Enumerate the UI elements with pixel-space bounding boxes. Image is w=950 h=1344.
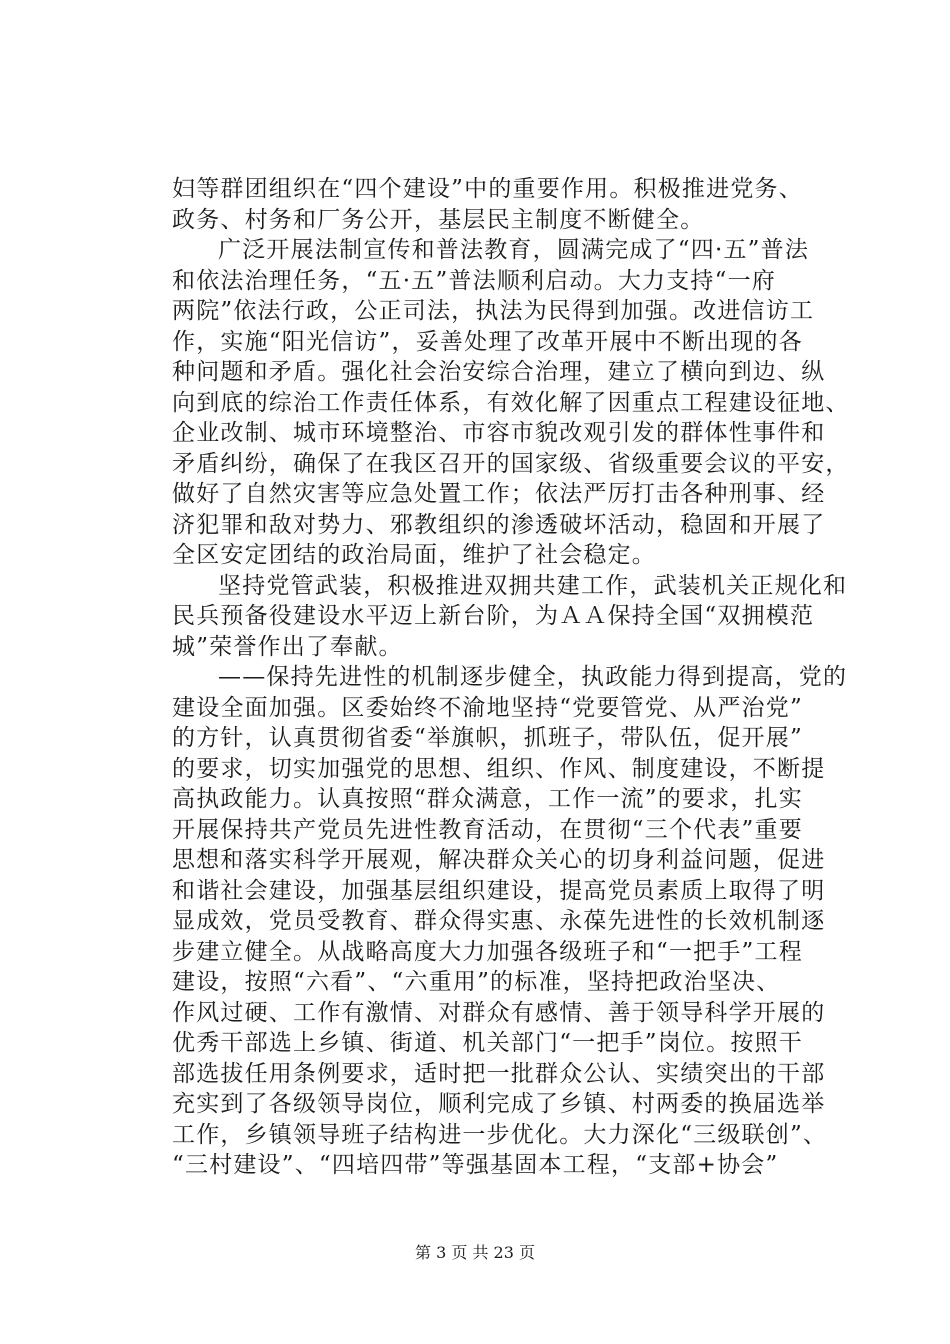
text-line: 全区安定团结的政治局面，维护了社会稳定。	[172, 542, 656, 568]
text-line: 民兵预备役建设水平迈上新台阶，为ＡＡ保持全国“双拥模范	[172, 603, 815, 629]
text-line: 向到底的综治工作责任体系，有效化解了因重点工程建设征地、	[172, 389, 850, 416]
paragraph-start: 坚持党管武装，积极推进双拥共建工作，武装机关正规化和	[218, 572, 848, 599]
text-line: 的方针，认真贯彻省委“举旗帜，抓班子，带队伍，促开展”	[172, 725, 803, 751]
body-text	[172, 174, 862, 1181]
text-line: 济犯罪和敌对势力、邪教组织的渗透破坏活动，稳固和开展了	[172, 511, 826, 538]
text-line: 优秀干部选上乡镇、街道、机关部门“一把手”岗位。按照干	[172, 1030, 803, 1056]
text-line: 和谐社会建设，加强基层组织建设，提高党员素质上取得了明	[172, 877, 826, 904]
text-line: 种问题和矛盾。强化社会治安综合治理，建立了横向到边、纵	[172, 359, 826, 385]
text-line: 和依法治理任务，“五·五”普法顺利启动。大力支持“一府	[172, 267, 776, 294]
text-line: 作风过硬、工作有激情、对群众有感情、善于领导科学开展的	[172, 999, 826, 1026]
text-line: 作，实施“阳光信访”，妥善处理了改革开展中不断出现的各	[172, 328, 803, 355]
text-line: 建设，按照“六看”、“六重用”的标准，坚持把政治坚决、	[172, 969, 781, 995]
page-number-footer: 第 3 页 共 23 页	[415, 1243, 535, 1262]
text-line: 开展保持共产党员先进性教育活动，在贯彻“三个代表”重要	[172, 816, 803, 843]
text-line: 步建立健全。从战略高度大力加强各级班子和“一把手”工程	[172, 938, 803, 965]
text-line: 企业改制、城市环境整治、市容市貌改观引发的群体性事件和	[172, 420, 826, 446]
paragraph-start: ——保持先进性的机制逐步健全，执政能力得到提高，党的	[218, 664, 848, 690]
text-line: 政务、村务和厂务公开，基层民主制度不断健全。	[172, 206, 705, 233]
text-line: 矛盾纠纷，确保了在我区召开的国家级、省级重要会议的平安，	[172, 450, 850, 477]
text-line: 两院”依法行政，公正司法，执法为民得到加强。改进信访工	[172, 298, 815, 324]
text-line: 充实到了各级领导岗位，顺利完成了乡镇、村两委的换届选举	[172, 1091, 826, 1117]
text-line: 思想和落实科学开展观，解决群众关心的切身利益问题，促进	[172, 847, 826, 873]
text-line: 妇等群团组织在“四个建设”中的重要作用。积极推进党务、	[172, 176, 803, 202]
text-line: 城”荣誉作出了奉献。	[172, 633, 403, 660]
text-line: 显成效，党员受教育、群众得实惠、永葆先进性的长效机制逐	[172, 908, 826, 934]
text-line: 建设全面加强。区委始终不渝地坚持“党要管党、从严治党”	[172, 694, 803, 721]
text-line: 高执政能力。认真按照“群众满意，工作一流”的要求，扎实	[172, 786, 803, 812]
text-line: 部选拔任用条例要求，适时把一批群众公认、实绩突出的干部	[172, 1060, 826, 1087]
text-line: 的要求，切实加强党的思想、组织、作风、制度建设，不断提	[172, 755, 826, 782]
paragraph-start: 广泛开展法制宣传和普法教育，圆满完成了“四·五”普法	[218, 237, 810, 263]
text-line: 做好了自然灾害等应急处置工作；依法严厉打击各种刑事、经	[172, 481, 826, 507]
text-line: 工作，乡镇领导班子结构进一步优化。大力深化“三级联创”、	[172, 1121, 828, 1148]
text-line: “三村建设”、“四培四带”等强基固本工程，“支部+协会”	[172, 1152, 779, 1178]
